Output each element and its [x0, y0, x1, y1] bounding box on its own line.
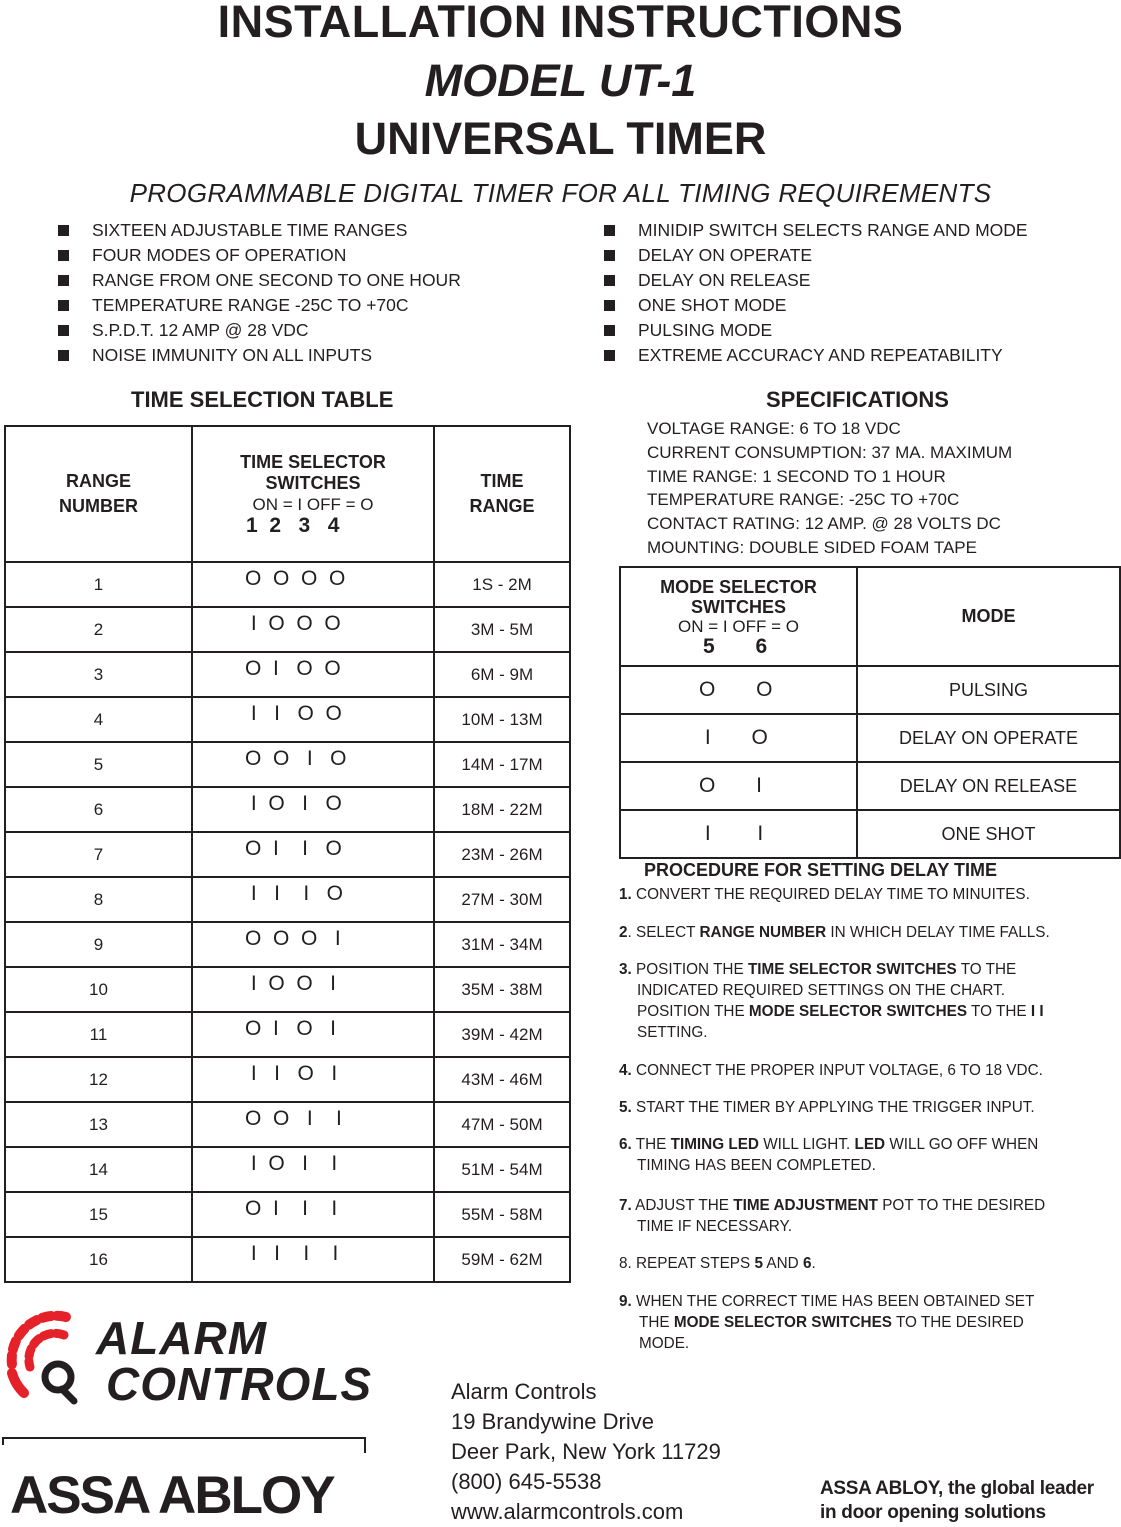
- logo-divider: [2, 1437, 366, 1453]
- range-number: 7: [5, 832, 192, 877]
- bullet-icon: [604, 225, 615, 236]
- bullet-icon: [604, 300, 615, 311]
- table-row: [5, 742, 570, 787]
- table-row: [5, 1012, 570, 1057]
- range-number: 15: [5, 1192, 192, 1237]
- col-header-mode: MODE: [857, 567, 1120, 666]
- table-row: [5, 1192, 570, 1237]
- bullet-icon: [604, 275, 615, 286]
- table-row: [5, 1057, 570, 1102]
- time-range: 18M - 22M: [434, 787, 570, 832]
- mode-selector-table: [619, 566, 1121, 859]
- time-range: 10M - 13M: [434, 697, 570, 742]
- switch-settings: I I O I: [192, 1057, 434, 1102]
- range-number: 9: [5, 922, 192, 967]
- table-row: [5, 922, 570, 967]
- range-number: 13: [5, 1102, 192, 1147]
- table-row: [5, 697, 570, 742]
- range-number: 10: [5, 967, 192, 1012]
- website-link: www.alarmcontrols.com: [451, 1499, 684, 1524]
- switch-settings: O I O I: [192, 1012, 434, 1057]
- mode-switch-settings: I I: [620, 810, 857, 858]
- col-header-range: RANGE NUMBER: [5, 426, 192, 562]
- table-row: [5, 1102, 570, 1147]
- mode-switch-settings: I O: [620, 714, 857, 762]
- specifications-list: VOLTAGE RANGE: 6 TO 18 VDC CURRENT CONSUMPTION: 37 MA. MAXIMUM TIME RANGE: 1 SECOND TO 1 HOUR TEMPERATURE RANGE: -25C TO +70C CONTACT RATING: 12 AMP. @ 28 VOLTS DC MOUNTING: DOUBLE SIDED FOAM TAPE: [647, 419, 1013, 557]
- time-range: 39M - 42M: [434, 1012, 570, 1057]
- time-selection-table: [4, 425, 571, 1283]
- bullet-icon: [604, 325, 615, 336]
- time-range: 35M - 38M: [434, 967, 570, 1012]
- time-range: 27M - 30M: [434, 877, 570, 922]
- range-number: 2: [5, 607, 192, 652]
- range-number: 16: [5, 1237, 192, 1282]
- procedure-step-7: 7. ADJUST THE TIME ADJUSTMENT POT TO THE DESIRED TIME IF NECESSARY.: [619, 1197, 1046, 1235]
- time-range: 55M - 58M: [434, 1192, 570, 1237]
- procedure-step-4: 4. CONNECT THE PROPER INPUT VOLTAGE, 6 TO 18 VDC.: [619, 1062, 1043, 1079]
- title-product: UNIVERSAL TIMER: [354, 113, 767, 164]
- table-row: [5, 877, 570, 922]
- bullet-icon: [58, 250, 69, 261]
- table-row: [620, 666, 1120, 714]
- switch-settings: I O I I: [192, 1147, 434, 1192]
- title-line1: INSTALLATION INSTRUCTIONS: [217, 0, 904, 47]
- time-range: 51M - 54M: [434, 1147, 570, 1192]
- features-right: MINIDIP SWITCH SELECTS RANGE AND MODE DELAY ON OPERATE DELAY ON RELEASE ONE SHOT MODE PULSING MODE EXTREME ACCURACY AND REPEATABILITY: [604, 218, 1028, 368]
- range-number: 8: [5, 877, 192, 922]
- time-range: 14M - 17M: [434, 742, 570, 787]
- switch-settings: I O I O: [192, 787, 434, 832]
- switch-settings: I O O I: [192, 967, 434, 1012]
- range-number: 14: [5, 1147, 192, 1192]
- switch-settings: I O O O: [192, 607, 434, 652]
- mode-switch-settings: O I: [620, 762, 857, 810]
- bullet-icon: [58, 350, 69, 361]
- switch-settings: O I I O: [192, 832, 434, 877]
- table-row: [5, 967, 570, 1012]
- switch-settings: O O O I: [192, 922, 434, 967]
- bullet-icon: [58, 300, 69, 311]
- time-range: 23M - 26M: [434, 832, 570, 877]
- mode-name: PULSING: [857, 666, 1120, 714]
- time-range: 47M - 50M: [434, 1102, 570, 1147]
- features-left: SIXTEEN ADJUSTABLE TIME RANGES FOUR MODES OF OPERATION RANGE FROM ONE SECOND TO ONE HOUR TEMPERATURE RANGE -25C TO +70C S.P.D.T. 12 AMP @ 28 VDC NOISE IMMUNITY ON ALL INPUTS: [58, 218, 461, 368]
- procedure-step-8: 8. REPEAT STEPS 5 AND 6.: [619, 1255, 816, 1272]
- table-row: [5, 1237, 570, 1282]
- procedure-step-5: 5. START THE TIMER BY APPLYING THE TRIGGER INPUT.: [619, 1099, 1035, 1116]
- assa-abloy-tagline: ASSA ABLOY, the global leader in door opening solutions: [820, 1478, 1094, 1523]
- switch-settings: O O O O: [192, 562, 434, 607]
- time-range: 43M - 46M: [434, 1057, 570, 1102]
- logo-divider-tick: [2, 1437, 4, 1445]
- title-model: MODEL UT-1: [424, 55, 697, 106]
- switch-settings: I I I I: [192, 1237, 434, 1282]
- range-number: 1: [5, 562, 192, 607]
- company-address: Alarm Controls 19 Brandywine Drive Deer Park, New York 11729 (800) 645-5538 www.alarmcontrols.com: [451, 1377, 721, 1527]
- table-row: [620, 810, 1120, 858]
- range-number: 11: [5, 1012, 192, 1057]
- switch-settings: O O I I: [192, 1102, 434, 1147]
- bullet-icon: [58, 275, 69, 286]
- range-number: 4: [5, 697, 192, 742]
- procedure-step-2: 2. SELECT RANGE NUMBER IN WHICH DELAY TIME FALLS.: [619, 924, 1050, 941]
- range-number: 12: [5, 1057, 192, 1102]
- table-row: [620, 714, 1120, 762]
- procedure-step-3: 3. POSITION THE TIME SELECTOR SWITCHES TO THE INDICATED REQUIRED SETTINGS ON THE CHART. POSITION THE MODE SELECTOR SWITCHES TO THE I I SETTING.: [619, 961, 1044, 1041]
- switch-settings: O I O O: [192, 652, 434, 697]
- table-row: [5, 787, 570, 832]
- range-number: 5: [5, 742, 192, 787]
- alarm-controls-logo-icon: [4, 1305, 102, 1410]
- switch-settings: O I I I: [192, 1192, 434, 1237]
- procedure-step-6: 6. THE TIMING LED WILL LIGHT. LED WILL GO OFF WHEN TIMING HAS BEEN COMPLETED.: [619, 1136, 1039, 1174]
- switch-settings: I I O O: [192, 697, 434, 742]
- table-row: [5, 652, 570, 697]
- table-row: [5, 1147, 570, 1192]
- mode-name: ONE SHOT: [857, 810, 1120, 858]
- time-range: 59M - 62M: [434, 1237, 570, 1282]
- table-row: [620, 762, 1120, 810]
- range-number: 6: [5, 787, 192, 832]
- specifications-heading: SPECIFICATIONS: [766, 387, 949, 412]
- bullet-icon: [604, 350, 615, 361]
- switch-settings: O O I O: [192, 742, 434, 787]
- mode-switch-settings: O O: [620, 666, 857, 714]
- bullet-icon: [604, 250, 615, 261]
- col-header-switches: TIME SELECTOR SWITCHES ON = I OFF = O 1 2 3 4: [192, 426, 434, 562]
- time-range: 1S - 2M: [434, 562, 570, 607]
- time-range: 31M - 34M: [434, 922, 570, 967]
- bullet-icon: [58, 225, 69, 236]
- table-row: [5, 562, 570, 607]
- range-number: 3: [5, 652, 192, 697]
- time-range: 6M - 9M: [434, 652, 570, 697]
- procedure-step-1: 1. CONVERT THE REQUIRED DELAY TIME TO MINUITES.: [619, 886, 1030, 903]
- mode-name: DELAY ON OPERATE: [857, 714, 1120, 762]
- col-header-mode-switches: MODE SELECTOR SWITCHES ON = I OFF = O 5 6: [620, 567, 857, 666]
- procedure-step-9: 9. WHEN THE CORRECT TIME HAS BEEN OBTAINED SET THE MODE SELECTOR SWITCHES TO THE DESIRED MODE.: [619, 1293, 1035, 1352]
- alarm-controls-logo-text: ALARM CONTROLS: [96, 1312, 373, 1410]
- time-table-heading: TIME SELECTION TABLE: [131, 387, 394, 412]
- bullet-icon: [58, 325, 69, 336]
- assa-abloy-logo: ASSA ABLOY: [10, 1466, 334, 1525]
- time-range: 3M - 5M: [434, 607, 570, 652]
- procedure-heading: PROCEDURE FOR SETTING DELAY TIME: [644, 860, 998, 880]
- subtitle: PROGRAMMABLE DIGITAL TIMER FOR ALL TIMING REQUIREMENTS: [129, 178, 992, 208]
- switch-settings: I I I O: [192, 877, 434, 922]
- col-header-time: TIME RANGE: [434, 426, 570, 562]
- table-row: [5, 607, 570, 652]
- table-row: [5, 832, 570, 877]
- mode-name: DELAY ON RELEASE: [857, 762, 1120, 810]
